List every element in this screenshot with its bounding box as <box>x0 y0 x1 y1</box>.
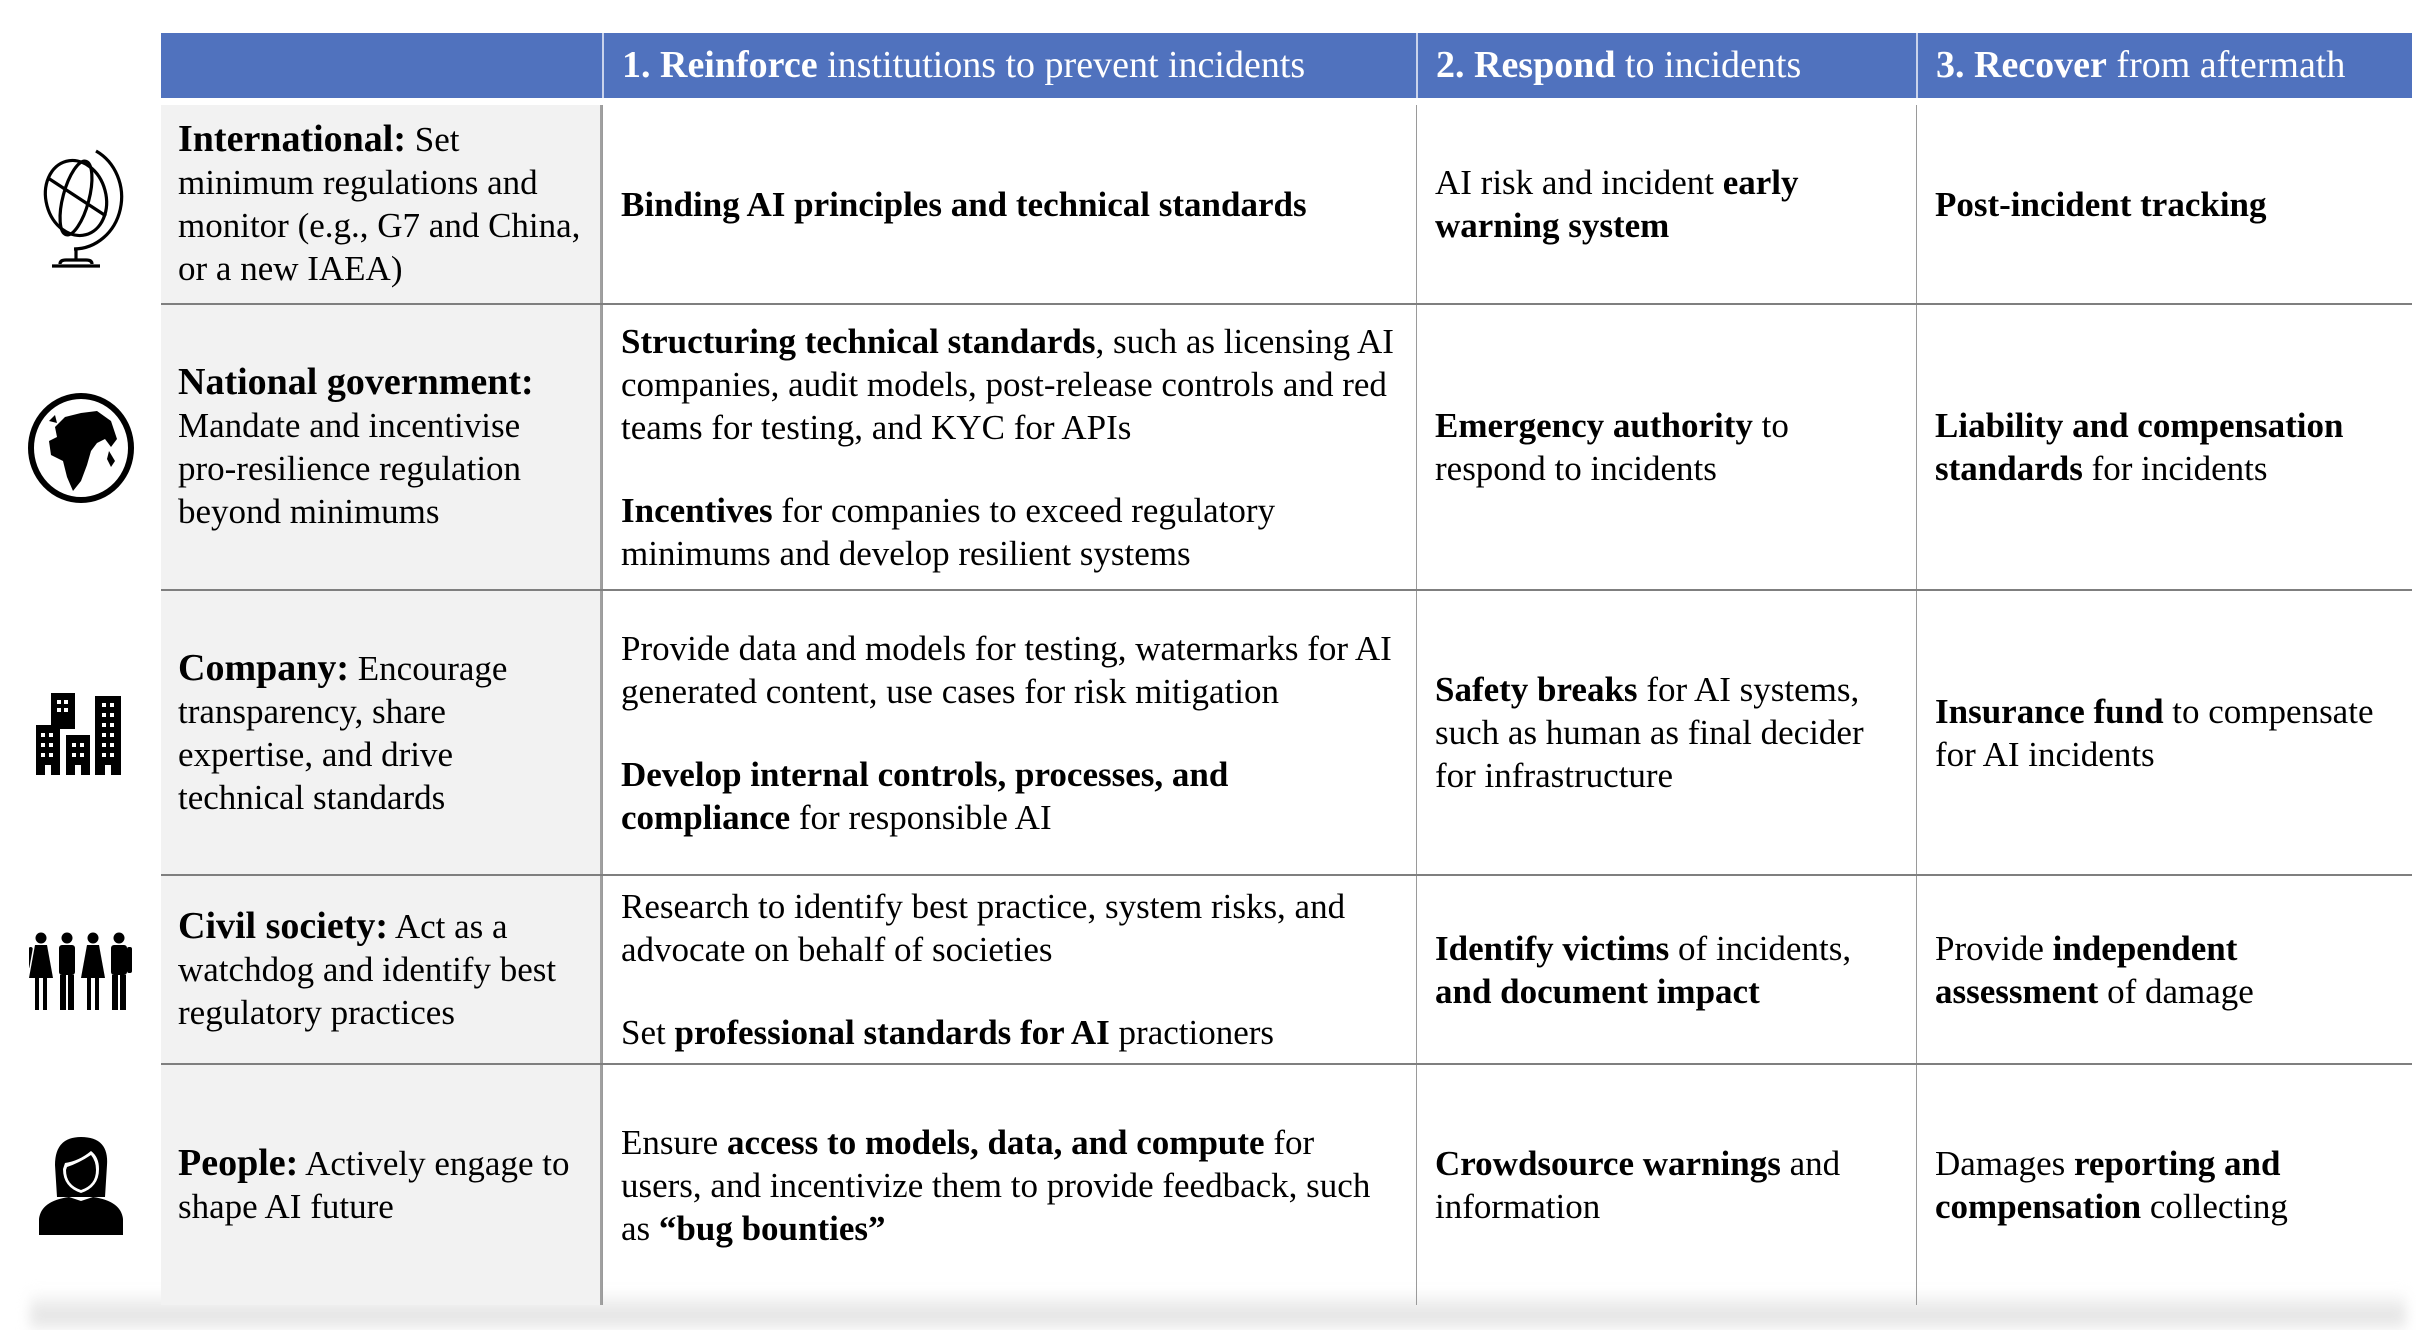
cell-paragraph <box>1935 404 2394 490</box>
header-reinforce-column <box>602 33 1416 98</box>
body-text: , such as licensing AI companies, audit models, post-release controls and red teams for testing, and KYC for APIs <box>621 321 1394 447</box>
header-respond-column <box>1416 33 1916 98</box>
actor-title: Civil society: <box>178 905 389 947</box>
table-row <box>161 105 2412 305</box>
header-label: to incidents <box>1615 44 1802 86</box>
body-text: Ensure <box>621 1122 727 1162</box>
emphasis-text: Insurance fund <box>1935 691 2164 731</box>
table-row <box>161 1065 2412 1305</box>
body-text: collecting <box>2141 1187 2288 1226</box>
recover-cell <box>1916 1065 2412 1305</box>
cell-paragraph <box>1935 927 2394 1013</box>
cell-paragraph <box>1435 161 1898 247</box>
cell-paragraph <box>1435 668 1898 797</box>
person-woman-icon <box>0 1065 161 1305</box>
table-body <box>161 105 2412 1305</box>
cell-paragraph <box>1435 927 1898 1013</box>
body-text: to compensate for AI incidents <box>1935 691 2374 774</box>
cell-paragraph <box>621 1011 1398 1054</box>
emphasis-text: early warning system <box>1435 163 1799 245</box>
emphasis-text: access to models, data, and compute <box>726 1122 1265 1162</box>
actor-description: Set minimum regulations and monitor (e.g., G7 and China, or a new IAEA) <box>178 120 581 288</box>
body-text: for AI systems, such as human as final decider for infrastructure <box>1435 670 1864 795</box>
emphasis-text: Develop internal controls, processes, and compliance <box>621 754 1229 837</box>
header-number: 1. <box>622 44 660 86</box>
body-text: Set <box>621 1013 675 1052</box>
recover-cell <box>1916 305 2412 589</box>
cell-paragraph <box>1935 690 2394 776</box>
respond-cell <box>1416 1065 1916 1305</box>
actor-text <box>178 118 582 290</box>
header-actor-column <box>161 33 602 98</box>
emphasis-text: independent assessment <box>1935 928 2238 1011</box>
respond-cell <box>1416 591 1916 874</box>
reinforce-cell <box>602 1065 1416 1305</box>
respond-cell <box>1416 105 1916 303</box>
header-label: from aftermath <box>2106 44 2346 86</box>
earth-globe-icon <box>0 305 161 591</box>
table-header <box>161 33 2412 98</box>
actor-cell <box>161 305 602 589</box>
body-text: Provide <box>1935 928 2053 968</box>
emphasis-text: Incentives <box>621 490 773 530</box>
cell-paragraph <box>621 753 1398 839</box>
emphasis-text: reporting and compensation <box>1935 1144 2281 1226</box>
emphasis-text: Binding AI principles and technical standards <box>621 184 1307 224</box>
cell-paragraph <box>621 489 1398 575</box>
city-buildings-icon <box>0 591 161 876</box>
actor-description: Act as a watchdog and identify best regulatory practices <box>178 907 557 1032</box>
body-text: of incidents, <box>1669 928 1852 968</box>
table-row <box>161 305 2412 591</box>
reinforce-cell <box>602 305 1416 589</box>
body-text: of damage <box>2098 971 2254 1011</box>
reinforce-cell <box>602 876 1416 1063</box>
emphasis-text: Liability and compensation standards <box>1935 406 2344 488</box>
emphasis-text: Emergency authority <box>1435 406 1753 445</box>
header-keyword: Reinforce <box>660 44 818 86</box>
reinforce-cell <box>602 105 1416 303</box>
actor-description: Actively engage to shape AI future <box>178 1144 570 1226</box>
emphasis-text: Safety breaks <box>1435 670 1638 709</box>
header-recover-column <box>1916 33 2412 98</box>
actor-cell <box>161 876 602 1063</box>
body-text: for incidents <box>2082 449 2268 488</box>
body-text: AI risk and incident <box>1435 163 1723 202</box>
actor-description: Mandate and incentivise pro-resilience regulation beyond minimums <box>178 406 522 531</box>
cell-paragraph <box>621 183 1398 226</box>
body-text: for responsible AI <box>790 797 1052 837</box>
actor-title: National government: <box>178 361 534 403</box>
emphasis-text: Structuring technical standards <box>621 321 1096 361</box>
cell-paragraph <box>621 627 1398 713</box>
actor-text <box>178 905 582 1034</box>
body-text: Provide data and models for testing, watermarks for AI generated content, use cases for risk mitigation <box>621 628 1392 711</box>
actor-cell <box>161 591 602 874</box>
emphasis-text: Post-incident tracking <box>1935 184 2267 224</box>
reinforce-cell <box>602 591 1416 874</box>
actor-text <box>178 361 582 533</box>
header-number: 2. <box>1436 44 1474 86</box>
emphasis-text: professional standards for AI <box>674 1013 1110 1052</box>
respond-cell <box>1416 876 1916 1063</box>
body-text: Research to identify best practice, system risks, and advocate on behalf of societies <box>621 887 1346 969</box>
actor-title: Company: <box>178 646 350 689</box>
group-of-people-icon <box>0 876 161 1065</box>
actor-title: People: <box>178 1142 299 1184</box>
body-text: Damages <box>1935 1144 2074 1183</box>
cell-paragraph <box>621 1121 1398 1250</box>
actor-title: International: <box>178 118 406 160</box>
actor-cell <box>161 1065 602 1305</box>
recover-cell <box>1916 105 2412 303</box>
body-text: for companies to exceed regulatory minimums and develop resilient systems <box>621 490 1276 573</box>
body-text: practioners <box>1109 1013 1275 1052</box>
emphasis-text: “bug bounties” <box>658 1208 886 1248</box>
cell-paragraph <box>1935 183 2394 226</box>
header-label: institutions to prevent incidents <box>817 44 1306 86</box>
header-keyword: Recover <box>1974 44 2107 86</box>
globe-on-stand-icon <box>0 105 161 305</box>
emphasis-text: Crowdsource warnings <box>1435 1144 1781 1183</box>
emphasis-text: Identify victims <box>1435 928 1670 968</box>
cell-paragraph <box>621 885 1398 971</box>
body-text: to respond to incidents <box>1435 406 1789 488</box>
header-number: 3. <box>1936 44 1974 86</box>
actor-cell <box>161 105 602 303</box>
body-text: and information <box>1435 1144 1841 1226</box>
table-row <box>161 591 2412 876</box>
header-keyword: Respond <box>1474 44 1616 86</box>
respond-cell <box>1416 305 1916 589</box>
cell-paragraph <box>1435 404 1898 490</box>
emphasis-text: and document impact <box>1435 971 1760 1011</box>
actor-text <box>178 1142 582 1228</box>
table-row <box>161 876 2412 1065</box>
recover-cell <box>1916 591 2412 874</box>
body-text: for users, and incentivize them to provide feedback, such as <box>621 1122 1371 1248</box>
actor-text <box>178 647 582 819</box>
cell-paragraph <box>1435 1142 1898 1228</box>
recover-cell <box>1916 876 2412 1063</box>
actor-description: Encourage transparency, share expertise, and drive technical standards <box>178 648 508 817</box>
cell-paragraph <box>1935 1142 2394 1228</box>
cell-paragraph <box>621 320 1398 449</box>
